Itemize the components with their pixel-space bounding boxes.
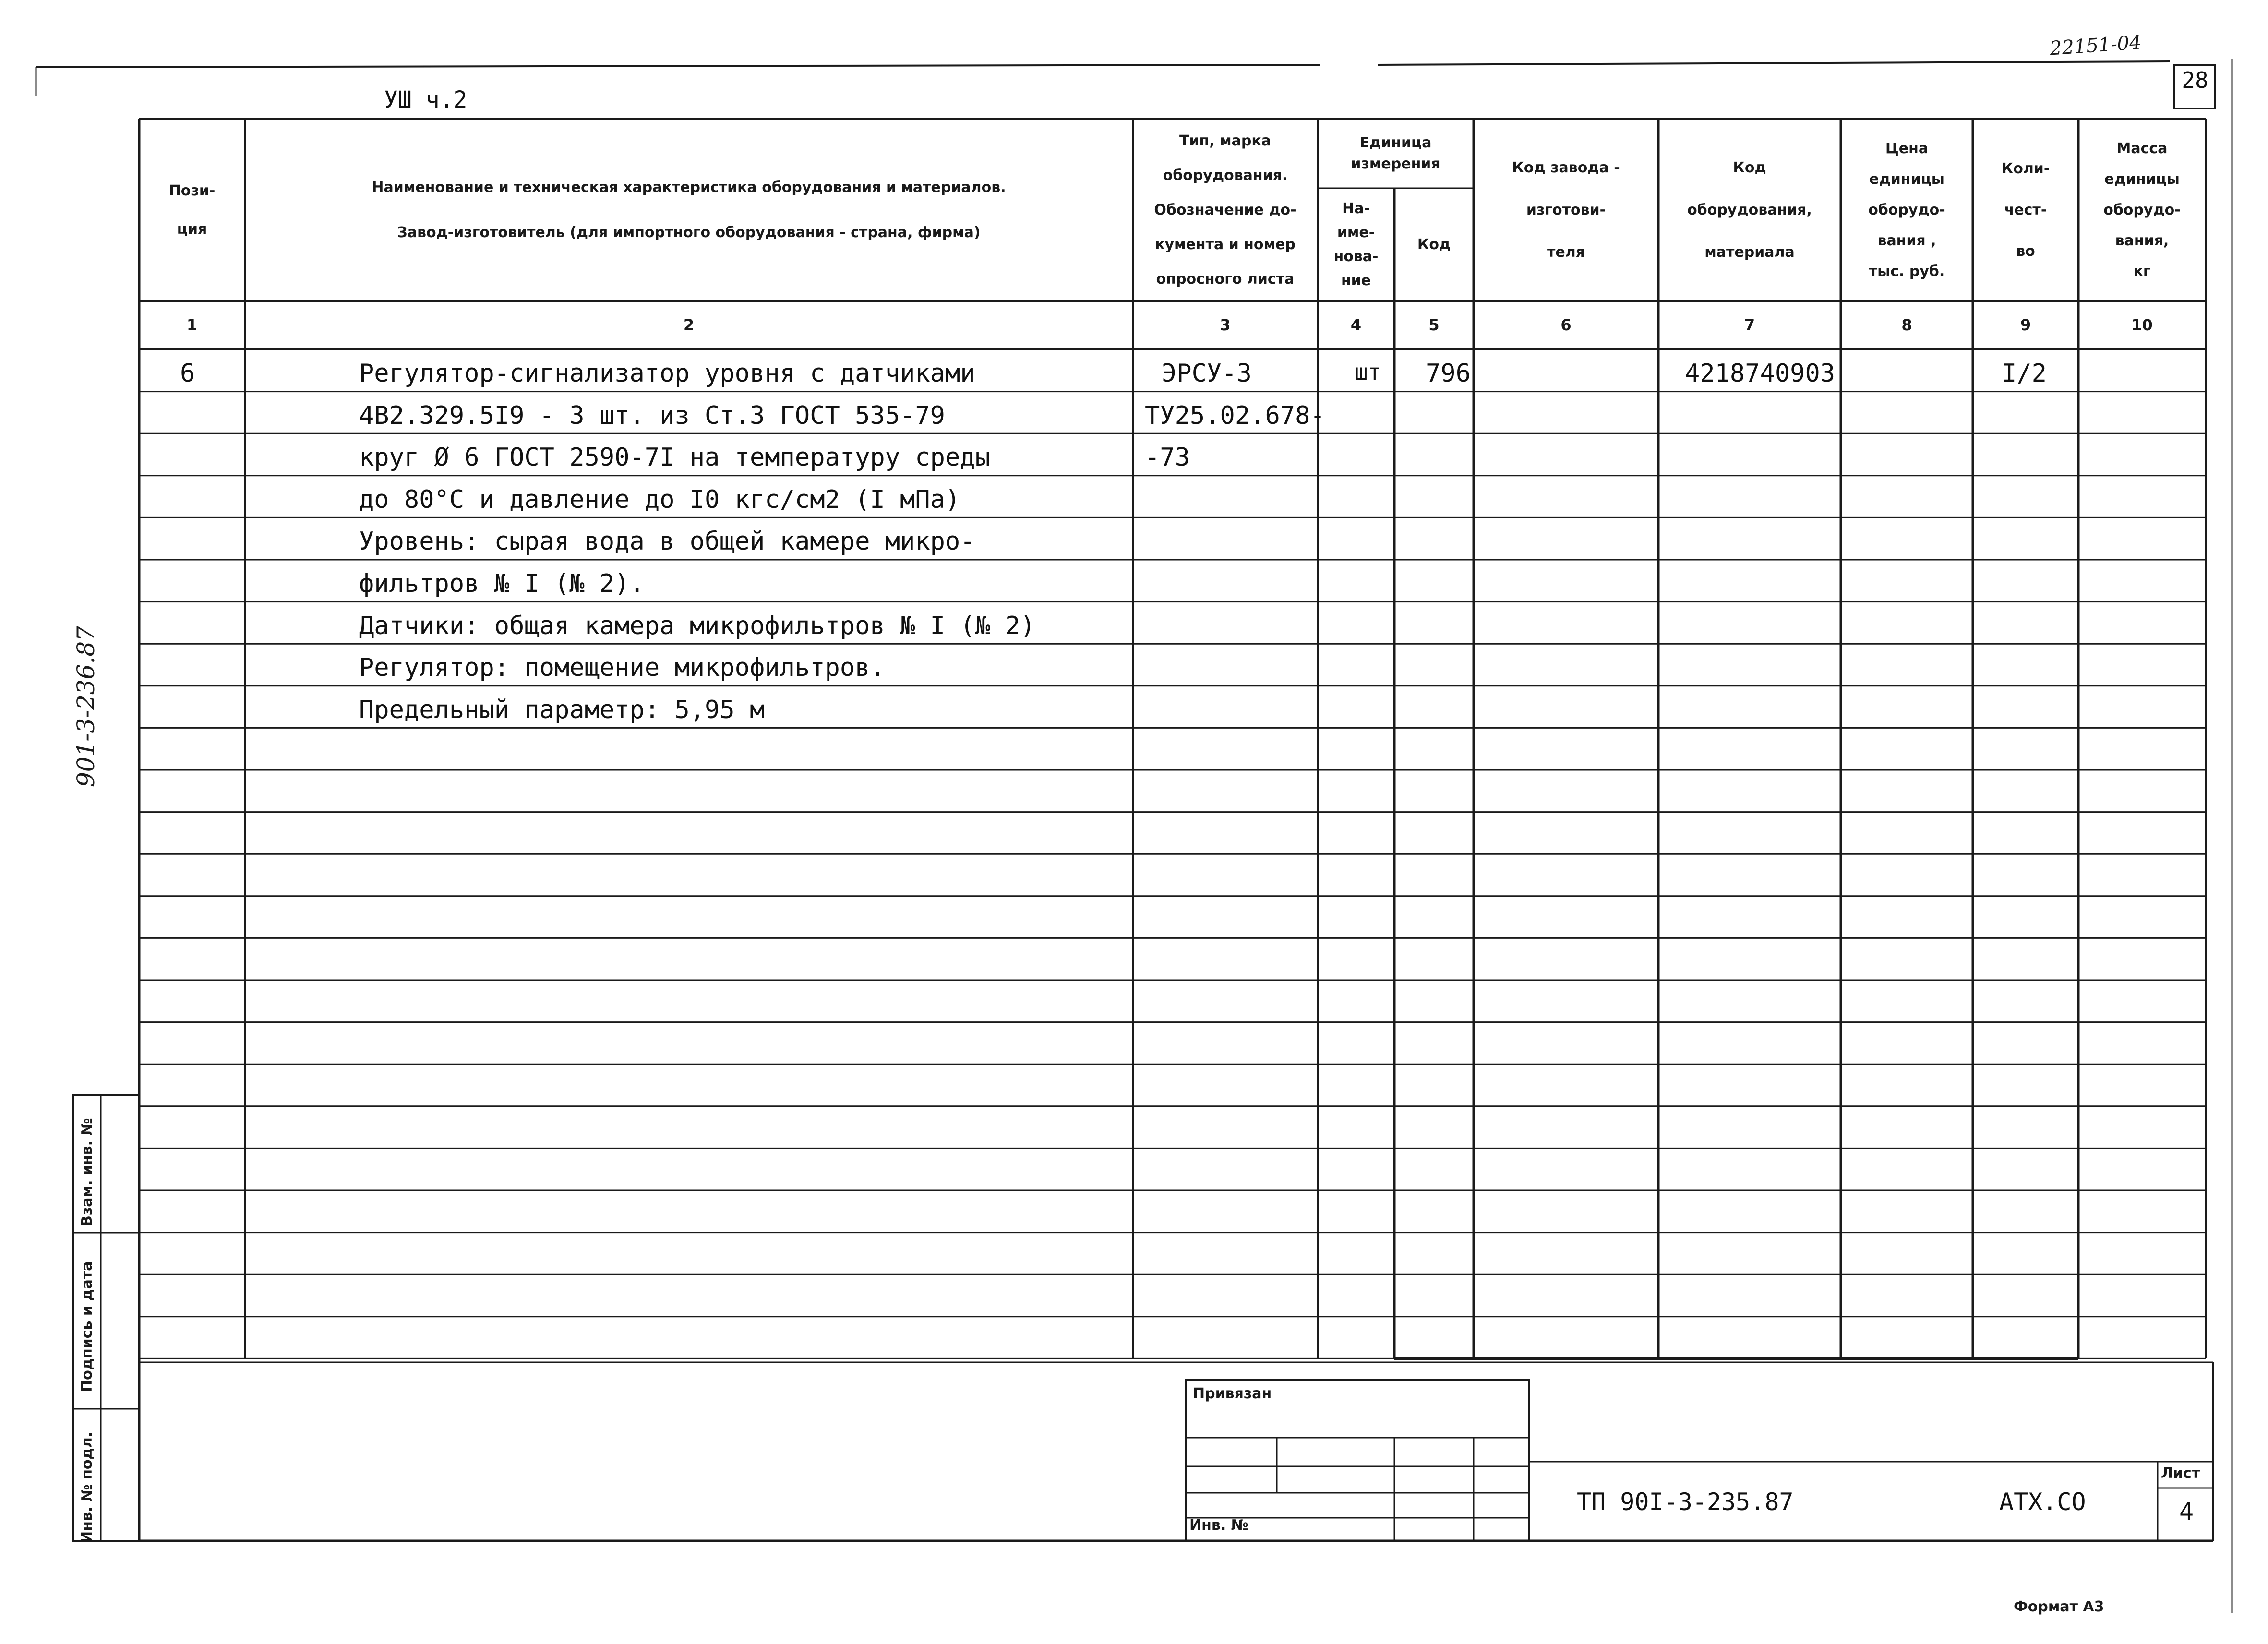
column-number: 3 bbox=[1220, 316, 1231, 334]
stamp-document-number: ТП 90I-3-235.87 bbox=[1577, 1488, 1794, 1516]
header-price-line: тыс. руб. bbox=[1869, 263, 1945, 280]
series-label: УШ ч.2 bbox=[384, 86, 468, 113]
header-type-line: Тип, марка bbox=[1179, 132, 1271, 149]
cell-type: ЭРСУ-3 bbox=[1162, 359, 1252, 388]
cell-name: Уровень: сырая вода в общей камере микро- bbox=[359, 527, 975, 556]
header-mass-line: оборудо- bbox=[2103, 202, 2181, 218]
header-equipment-code-line: оборудования, bbox=[1687, 202, 1812, 218]
stamp-sheet-label: Лист bbox=[2161, 1465, 2200, 1482]
header-quantity bbox=[1973, 148, 2078, 272]
cell-equipment-code: 4218740903 bbox=[1685, 359, 1836, 388]
header-type-line: Обозначение до- bbox=[1154, 202, 1296, 218]
header-unit-group-line: измерения bbox=[1351, 156, 1440, 172]
stamp-linked-label: Привязан bbox=[1193, 1385, 1272, 1402]
column-number: 6 bbox=[1560, 316, 1572, 334]
cell-name: Регулятор: помещение микрофильтров. bbox=[359, 653, 885, 683]
column-number: 2 bbox=[683, 316, 695, 334]
header-factory-code-line: изготови- bbox=[1526, 202, 1606, 218]
header-price-line: Цена bbox=[1885, 140, 1929, 157]
header-name-line: Наименование и техническая характеристика оборудования и материалов. bbox=[372, 179, 1006, 196]
side-field-replaced-inv: Взам. инв. № bbox=[79, 1118, 96, 1226]
header-mass bbox=[2078, 133, 2206, 287]
cell-name: Регулятор-сигнализатор уровня с датчиками bbox=[359, 359, 975, 388]
cell-position: 6 bbox=[180, 359, 195, 388]
cell-name: круг Ø 6 ГОСТ 2590-7I на температуру среды bbox=[359, 443, 990, 472]
header-unit-name-line: нова- bbox=[1333, 248, 1379, 265]
cell-name: Предельный параметр: 5,95 м bbox=[359, 695, 765, 724]
stamp-document-code: АТХ.СО bbox=[1999, 1488, 2086, 1516]
header-mass-line: Масса bbox=[2116, 140, 2168, 157]
header-position-line: ция bbox=[177, 221, 207, 238]
column-number: 9 bbox=[2020, 316, 2031, 334]
header-unit-group bbox=[1318, 132, 1474, 175]
header-equipment-code-line: Код bbox=[1733, 159, 1766, 176]
header-position bbox=[139, 172, 245, 249]
cell-name: Датчики: общая камера микрофильтров № I (№ 2) bbox=[359, 611, 1035, 640]
cell-unit-code: 796 bbox=[1426, 359, 1471, 388]
header-quantity-line: чест- bbox=[2004, 202, 2047, 218]
header-price bbox=[1841, 133, 1973, 287]
header-unit-name-line: ние bbox=[1341, 272, 1371, 289]
cell-unit: шт bbox=[1355, 359, 1381, 385]
header-factory-code-line: теля bbox=[1547, 244, 1585, 261]
cell-type: ТУ25.02.678- bbox=[1145, 401, 1325, 430]
handwritten-number: 22151-04 bbox=[2049, 31, 2143, 60]
page-number: 28 bbox=[2182, 67, 2208, 93]
header-factory-code-line: Код завода - bbox=[1512, 159, 1620, 176]
header-name-line: Завод-изготовитель (для импортного оборудования - страна, фирма) bbox=[397, 224, 981, 241]
header-type bbox=[1133, 124, 1318, 297]
format-label: Формат А3 bbox=[2014, 1598, 2104, 1615]
cell-name: фильтров № I (№ 2). bbox=[359, 569, 645, 598]
header-price-line: оборудо- bbox=[1868, 202, 1945, 218]
header-type-line: кумента и номер bbox=[1155, 236, 1296, 253]
header-type-line: опросного листа bbox=[1156, 271, 1295, 288]
column-number: 5 bbox=[1428, 316, 1440, 334]
header-mass-line: вания, bbox=[2115, 232, 2169, 249]
header-type-line: оборудования. bbox=[1163, 167, 1288, 184]
header-quantity-line: Коли- bbox=[2001, 160, 2050, 177]
column-number: 8 bbox=[1901, 316, 1912, 334]
side-field-signature-date: Подпись и дата bbox=[79, 1261, 96, 1392]
header-factory-code bbox=[1474, 147, 1658, 274]
header-price-line: единицы bbox=[1869, 171, 1944, 188]
stamp-sheet-number: 4 bbox=[2179, 1498, 2194, 1525]
header-unit-name-line: име- bbox=[1337, 224, 1375, 241]
header-name bbox=[245, 165, 1133, 255]
header-mass-line: единицы bbox=[2104, 171, 2180, 188]
header-unit-code bbox=[1394, 233, 1474, 257]
cell-quantity: I/2 bbox=[2002, 359, 2047, 388]
header-unit-name-line: На- bbox=[1342, 200, 1370, 217]
header-mass-line: кг bbox=[2133, 263, 2151, 280]
header-equipment-code bbox=[1658, 147, 1841, 274]
column-number: 10 bbox=[2131, 316, 2153, 334]
cell-name: до 80°С и давление до I0 кгс/см2 (I мПа) bbox=[359, 485, 960, 514]
column-number: 1 bbox=[186, 316, 198, 334]
side-field-original-inv: Инв. № подл. bbox=[79, 1431, 96, 1543]
column-number: 4 bbox=[1350, 316, 1362, 334]
header-quantity-line: во bbox=[2016, 243, 2035, 260]
side-doc-code: 901-3-236.87 bbox=[72, 626, 100, 787]
header-unit-code-line: Код bbox=[1417, 236, 1451, 253]
header-equipment-code-line: материала bbox=[1704, 244, 1795, 261]
header-position-line: Пози- bbox=[168, 182, 216, 199]
header-unit-name bbox=[1318, 197, 1394, 293]
column-number: 7 bbox=[1744, 316, 1755, 334]
cell-name: 4В2.329.5I9 - 3 шт. из Ст.3 ГОСТ 535-79 bbox=[359, 401, 945, 430]
header-price-line: вания , bbox=[1877, 232, 1936, 249]
stamp-inv-label: Инв. № bbox=[1189, 1517, 1248, 1534]
cell-type: -73 bbox=[1145, 443, 1190, 472]
header-unit-group-line: Единица bbox=[1359, 134, 1432, 151]
